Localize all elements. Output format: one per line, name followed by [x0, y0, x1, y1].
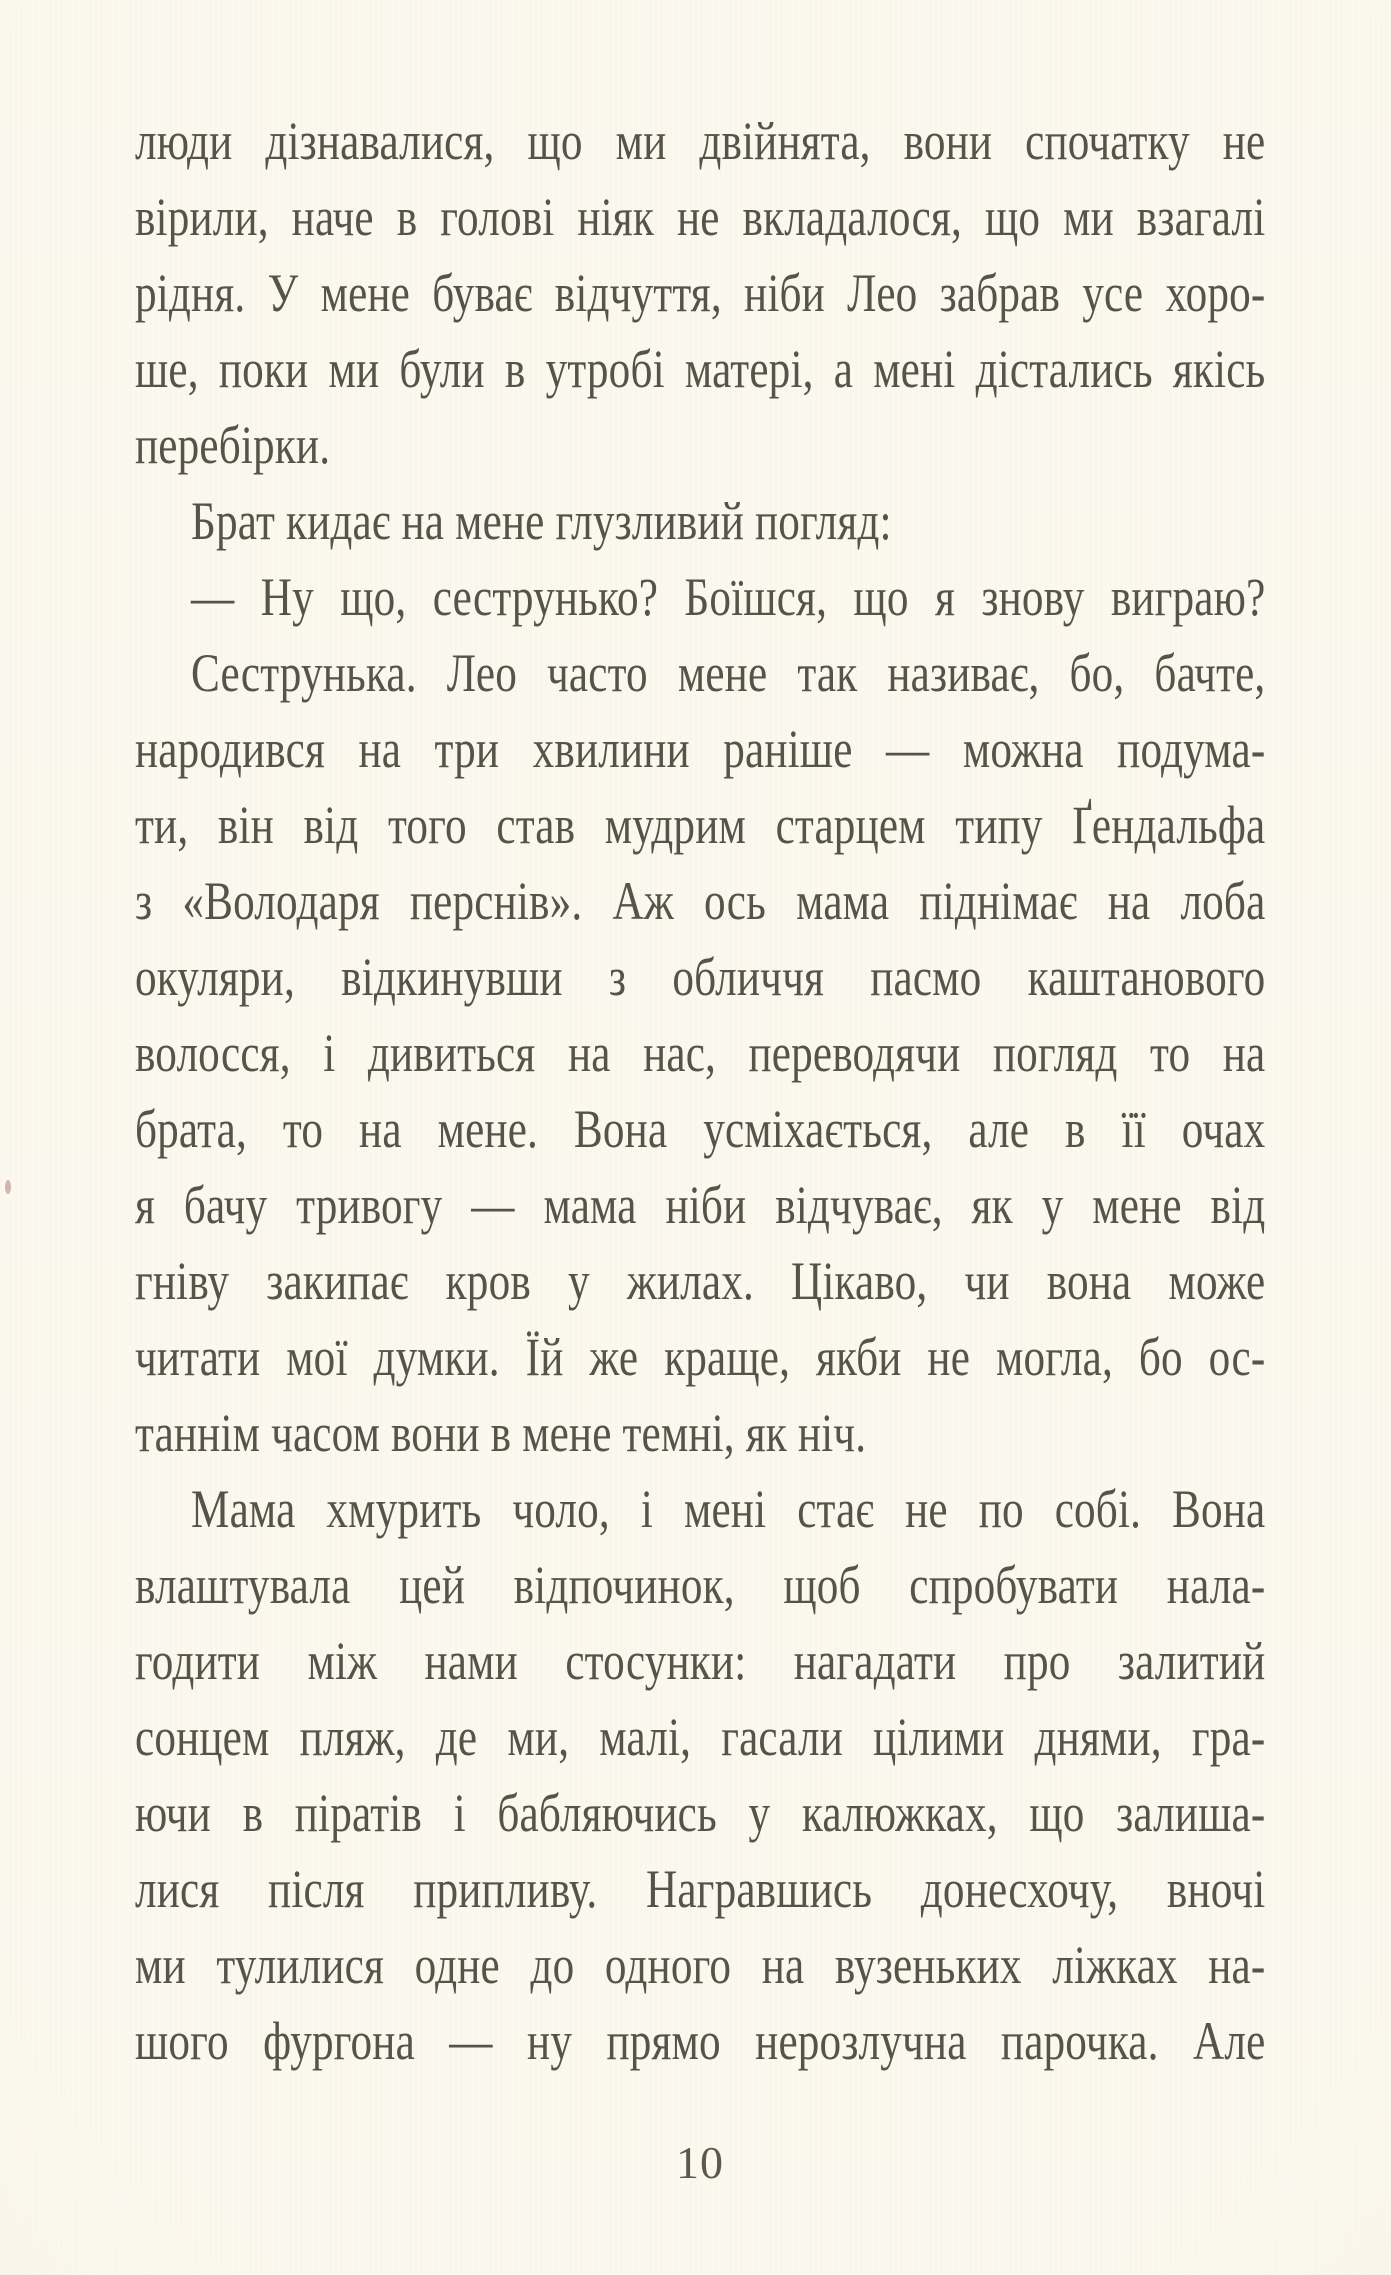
text-line: — Ну що, сеструнько? Боїшся, що я знову виграю? — [191, 567, 1266, 627]
text-line: волосся, і дивиться на нас, переводячи погляд то на — [135, 1023, 1266, 1083]
text-line: рідня. У мене буває відчуття, ніби Лео забрав усе хоро- — [135, 263, 1266, 323]
text-line: народився на три хвилини раніше — можна подума- — [135, 719, 1266, 779]
text-line: окуляри, відкинувши з обличчя пасмо каштанового — [135, 947, 1266, 1007]
page-number: 10 — [676, 2137, 724, 2188]
text-line: з «Володаря перснів». Аж ось мама піднімає на лоба — [135, 871, 1266, 931]
text-line: люди дізнавалися, що ми двійнята, вони спочатку не — [135, 111, 1266, 171]
text-line: брата, то на мене. Вона усміхається, але в її очах — [135, 1099, 1266, 1159]
text-line: таннім часом вони в мене темні, як ніч. — [135, 1403, 867, 1463]
text-line: Мама хмурить чоло, і мені стає не по собі. Вона — [191, 1479, 1266, 1539]
text-line: перебірки. — [135, 415, 331, 475]
text-line: влаштувала цей відпочинок, щоб спробувати нала- — [135, 1555, 1266, 1615]
scan-speck — [5, 1180, 11, 1194]
text-line: шого фургона — ну прямо нерозлучна парочка. Але — [135, 2011, 1266, 2071]
text-line: гніву закипає кров у жилах. Цікаво, чи вона може — [135, 1251, 1266, 1311]
text-line: Брат кидає на мене глузливий погляд: — [191, 491, 892, 551]
text-line: сонцем пляж, де ми, малі, гасали цілими днями, гра- — [135, 1707, 1266, 1767]
text-line: читати мої думки. Їй же краще, якби не могла, бо ос- — [135, 1327, 1266, 1387]
text-line: ше, поки ми були в утробі матері, а мені дістались якісь — [135, 339, 1266, 399]
text-line: ми тулилися одне до одного на вузеньких ліжках на- — [135, 1935, 1266, 1995]
text-line: я бачу тривогу — мама ніби відчуває, як у мене від — [135, 1175, 1266, 1235]
text-line: ти, він від того став мудрим старцем типу Ґендальфа — [135, 795, 1266, 855]
text-line: годити між нами стосунки: нагадати про залитий — [135, 1631, 1266, 1691]
text-line: вірили, наче в голові ніяк не вкладалося, що ми взагалі — [135, 187, 1266, 247]
body-text — [135, 103, 1265, 2079]
text-line: Сеструнька. Лео часто мене так називає, бо, бачте, — [191, 643, 1266, 703]
text-line: ючи в піратів і бабляючись у калюжках, що залиша- — [135, 1783, 1266, 1843]
text-line: лися після припливу. Награвшись донесхочу, вночі — [135, 1859, 1266, 1919]
